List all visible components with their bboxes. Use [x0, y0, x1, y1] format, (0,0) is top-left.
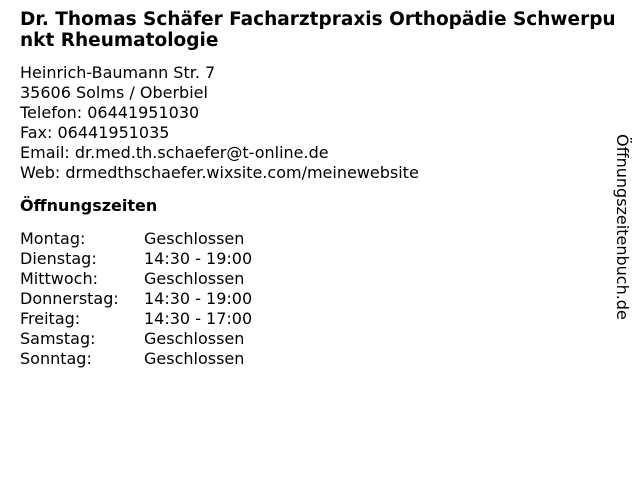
hours-time: Geschlossen: [144, 329, 245, 348]
hours-time: Geschlossen: [144, 229, 245, 248]
hours-time: 14:30 - 19:00: [144, 249, 253, 268]
hours-row-friday: [20, 309, 620, 329]
address-city: 35606 Solms / Oberbiel: [20, 83, 208, 102]
hours-day: Sonntag:: [20, 349, 92, 368]
practice-title: Dr. Thomas Schäfer Facharztpraxis Orthopädie Schwerpunkt Rheumatologie: [20, 9, 616, 51]
hours-day: Freitag:: [20, 309, 81, 328]
hours-time: Geschlossen: [144, 269, 245, 288]
hours-time: 14:30 - 17:00: [144, 309, 253, 328]
hours-row-thursday: [20, 289, 620, 309]
hours-day: Donnerstag:: [20, 289, 119, 308]
practice-info: [20, 9, 620, 369]
hours-row-tuesday: [20, 249, 620, 269]
website-address: Web: drmedthschaefer.wixsite.com/meinewebsite: [20, 163, 419, 182]
hours-row-wednesday: [20, 269, 620, 289]
hours-row-saturday: [20, 329, 620, 349]
opening-hours-heading: Öffnungszeiten: [20, 196, 158, 215]
hours-row-sunday: [20, 349, 620, 369]
hours-row-monday: [20, 229, 620, 249]
fax-number: Fax: 06441951035: [20, 123, 170, 142]
address-block: [20, 63, 620, 183]
brand-watermark: Öffnungszeitenbuch.de: [613, 134, 632, 320]
email-address: Email: dr.med.th.schaefer@t-online.de: [20, 143, 329, 162]
opening-hours-table: [20, 229, 620, 369]
hours-time: 14:30 - 19:00: [144, 289, 253, 308]
hours-day: Samstag:: [20, 329, 96, 348]
hours-day: Dienstag:: [20, 249, 97, 268]
address-street: Heinrich-Baumann Str. 7: [20, 63, 216, 82]
phone-number: Telefon: 06441951030: [20, 103, 200, 122]
hours-day: Montag:: [20, 229, 86, 248]
hours-time: Geschlossen: [144, 349, 245, 368]
hours-day: Mittwoch:: [20, 269, 98, 288]
